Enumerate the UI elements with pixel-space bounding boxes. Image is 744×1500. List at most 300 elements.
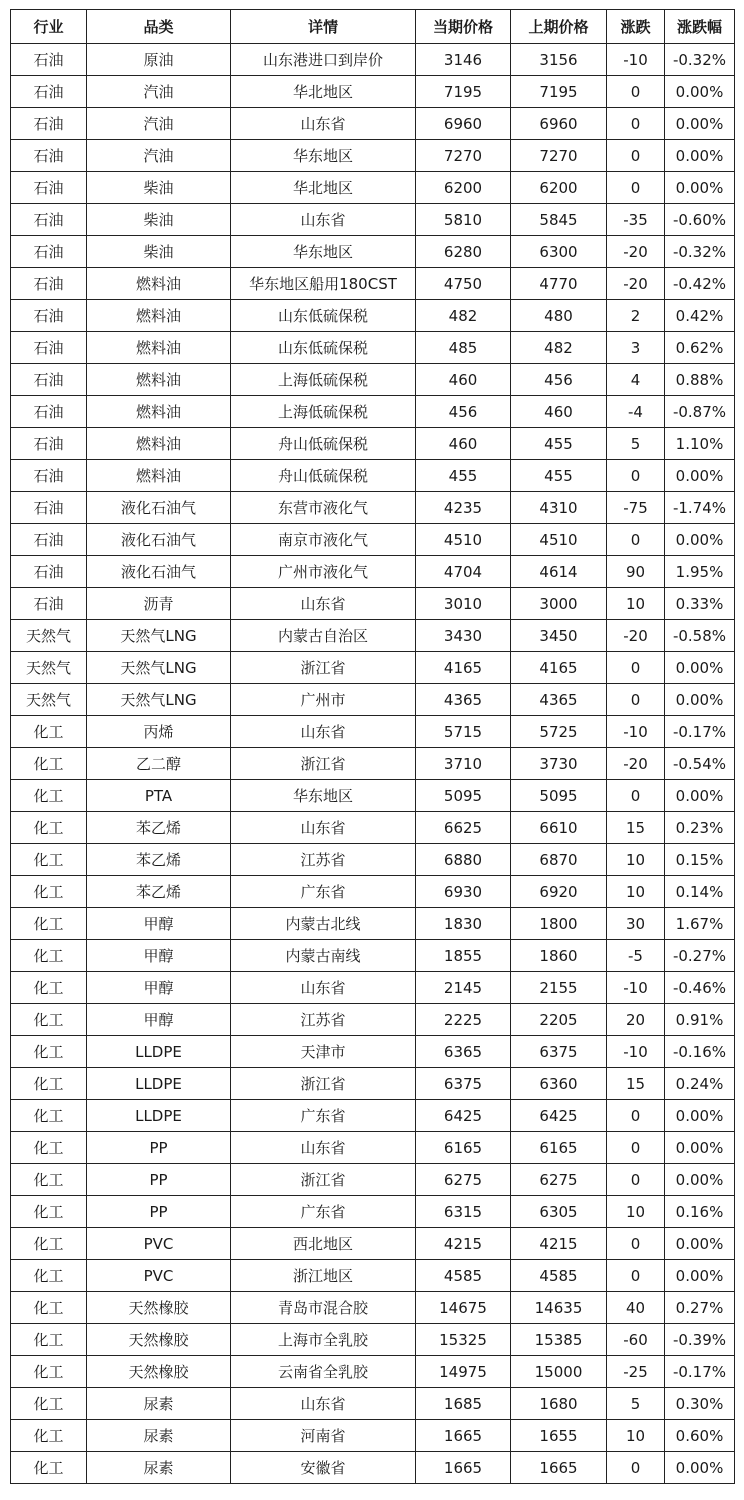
cell-previous-price: 4510	[511, 524, 607, 556]
cell-detail: 山东省	[231, 812, 416, 844]
cell-current-price: 6960	[416, 108, 511, 140]
cell-change: 0	[607, 1100, 665, 1132]
cell-current-price: 5715	[416, 716, 511, 748]
cell-industry: 化工	[11, 1260, 87, 1292]
cell-current-price: 5810	[416, 204, 511, 236]
cell-category: 液化石油气	[87, 556, 231, 588]
cell-change-percent: -0.46%	[665, 972, 735, 1004]
cell-detail: 广州市液化气	[231, 556, 416, 588]
cell-category: 汽油	[87, 108, 231, 140]
table-row	[11, 588, 735, 620]
cell-current-price: 4365	[416, 684, 511, 716]
cell-current-price: 455	[416, 460, 511, 492]
cell-category: PP	[87, 1132, 231, 1164]
cell-current-price: 2225	[416, 1004, 511, 1036]
table-row	[11, 108, 735, 140]
cell-industry: 石油	[11, 204, 87, 236]
cell-current-price: 4750	[416, 268, 511, 300]
cell-change-percent: 0.00%	[665, 1260, 735, 1292]
table-row	[11, 972, 735, 1004]
table-row	[11, 1164, 735, 1196]
cell-change-percent: -0.60%	[665, 204, 735, 236]
cell-industry: 化工	[11, 1452, 87, 1484]
cell-category: 燃料油	[87, 460, 231, 492]
cell-industry: 石油	[11, 588, 87, 620]
cell-detail: 浙江地区	[231, 1260, 416, 1292]
cell-industry: 化工	[11, 908, 87, 940]
table-row	[11, 940, 735, 972]
cell-current-price: 7270	[416, 140, 511, 172]
cell-change: 4	[607, 364, 665, 396]
cell-industry: 化工	[11, 1420, 87, 1452]
cell-current-price: 6930	[416, 876, 511, 908]
cell-detail: 山东省	[231, 972, 416, 1004]
cell-previous-price: 4614	[511, 556, 607, 588]
header-category: 品类	[87, 10, 231, 44]
cell-current-price: 15325	[416, 1324, 511, 1356]
cell-detail: 山东低硫保税	[231, 300, 416, 332]
table-row	[11, 140, 735, 172]
cell-change: 10	[607, 588, 665, 620]
cell-change: 10	[607, 1196, 665, 1228]
cell-previous-price: 5725	[511, 716, 607, 748]
cell-previous-price: 6200	[511, 172, 607, 204]
cell-current-price: 2145	[416, 972, 511, 1004]
table-row	[11, 684, 735, 716]
header-industry: 行业	[11, 10, 87, 44]
cell-change: -4	[607, 396, 665, 428]
cell-category: 苯乙烯	[87, 876, 231, 908]
cell-previous-price: 2205	[511, 1004, 607, 1036]
cell-previous-price: 7195	[511, 76, 607, 108]
cell-change-percent: 0.00%	[665, 1132, 735, 1164]
cell-detail: 山东低硫保税	[231, 332, 416, 364]
table-row	[11, 876, 735, 908]
cell-industry: 化工	[11, 1388, 87, 1420]
cell-change-percent: 0.33%	[665, 588, 735, 620]
cell-change-percent: 1.10%	[665, 428, 735, 460]
cell-current-price: 4165	[416, 652, 511, 684]
cell-industry: 化工	[11, 1036, 87, 1068]
cell-category: 燃料油	[87, 332, 231, 364]
cell-current-price: 482	[416, 300, 511, 332]
cell-current-price: 1830	[416, 908, 511, 940]
cell-detail: 华东地区	[231, 780, 416, 812]
cell-change: 10	[607, 844, 665, 876]
cell-previous-price: 6275	[511, 1164, 607, 1196]
cell-detail: 上海低硫保税	[231, 364, 416, 396]
table-row	[11, 812, 735, 844]
table-header	[11, 10, 735, 44]
cell-previous-price: 6305	[511, 1196, 607, 1228]
cell-industry: 化工	[11, 876, 87, 908]
table-row	[11, 748, 735, 780]
cell-previous-price: 4585	[511, 1260, 607, 1292]
cell-detail: 浙江省	[231, 1164, 416, 1196]
cell-change: 0	[607, 780, 665, 812]
cell-category: 液化石油气	[87, 492, 231, 524]
cell-detail: 山东省	[231, 1388, 416, 1420]
cell-current-price: 4704	[416, 556, 511, 588]
cell-change-percent: -0.17%	[665, 716, 735, 748]
cell-detail: 内蒙古北线	[231, 908, 416, 940]
cell-detail: 浙江省	[231, 1068, 416, 1100]
cell-category: 尿素	[87, 1388, 231, 1420]
cell-detail: 山东省	[231, 1132, 416, 1164]
cell-current-price: 4510	[416, 524, 511, 556]
cell-change-percent: -0.17%	[665, 1356, 735, 1388]
cell-change: 5	[607, 428, 665, 460]
cell-current-price: 1665	[416, 1452, 511, 1484]
cell-industry: 化工	[11, 972, 87, 1004]
cell-category: 甲醇	[87, 1004, 231, 1036]
table-row	[11, 1260, 735, 1292]
table-row	[11, 44, 735, 76]
cell-category: LLDPE	[87, 1068, 231, 1100]
cell-current-price: 3010	[416, 588, 511, 620]
table-row	[11, 1452, 735, 1484]
cell-change: -10	[607, 716, 665, 748]
cell-category: 甲醇	[87, 908, 231, 940]
cell-change-percent: 0.00%	[665, 172, 735, 204]
cell-category: PVC	[87, 1228, 231, 1260]
cell-industry: 化工	[11, 1292, 87, 1324]
cell-change: -60	[607, 1324, 665, 1356]
cell-detail: 浙江省	[231, 748, 416, 780]
cell-detail: 广州市	[231, 684, 416, 716]
cell-current-price: 6375	[416, 1068, 511, 1100]
cell-current-price: 1855	[416, 940, 511, 972]
cell-change: 0	[607, 108, 665, 140]
cell-current-price: 6625	[416, 812, 511, 844]
cell-previous-price: 6300	[511, 236, 607, 268]
cell-current-price: 7195	[416, 76, 511, 108]
table-row	[11, 460, 735, 492]
table-row	[11, 716, 735, 748]
cell-change: -20	[607, 236, 665, 268]
table-row	[11, 76, 735, 108]
cell-industry: 化工	[11, 812, 87, 844]
cell-current-price: 6880	[416, 844, 511, 876]
cell-previous-price: 5095	[511, 780, 607, 812]
cell-current-price: 4585	[416, 1260, 511, 1292]
cell-category: LLDPE	[87, 1036, 231, 1068]
cell-change-percent: 0.91%	[665, 1004, 735, 1036]
cell-previous-price: 5845	[511, 204, 607, 236]
cell-change-percent: 0.30%	[665, 1388, 735, 1420]
table-row	[11, 1292, 735, 1324]
cell-current-price: 14975	[416, 1356, 511, 1388]
cell-detail: 内蒙古南线	[231, 940, 416, 972]
cell-previous-price: 3450	[511, 620, 607, 652]
cell-detail: 内蒙古自治区	[231, 620, 416, 652]
cell-change-percent: 0.16%	[665, 1196, 735, 1228]
cell-previous-price: 6165	[511, 1132, 607, 1164]
cell-change-percent: 0.60%	[665, 1420, 735, 1452]
table-body	[11, 44, 735, 1484]
cell-previous-price: 1665	[511, 1452, 607, 1484]
cell-industry: 石油	[11, 396, 87, 428]
cell-change: 0	[607, 524, 665, 556]
cell-previous-price: 455	[511, 428, 607, 460]
table-row	[11, 1068, 735, 1100]
cell-detail: 上海市全乳胶	[231, 1324, 416, 1356]
cell-industry: 化工	[11, 1132, 87, 1164]
cell-change: -20	[607, 268, 665, 300]
cell-category: 天然橡胶	[87, 1356, 231, 1388]
cell-category: 苯乙烯	[87, 844, 231, 876]
cell-detail: 青岛市混合胶	[231, 1292, 416, 1324]
cell-change-percent: -0.27%	[665, 940, 735, 972]
cell-detail: 华北地区	[231, 172, 416, 204]
cell-change-percent: 0.23%	[665, 812, 735, 844]
cell-change-percent: 0.88%	[665, 364, 735, 396]
table-row	[11, 524, 735, 556]
cell-detail: 安徽省	[231, 1452, 416, 1484]
cell-category: 甲醇	[87, 972, 231, 1004]
cell-change: 0	[607, 140, 665, 172]
table-row	[11, 236, 735, 268]
cell-change-percent: 0.62%	[665, 332, 735, 364]
cell-change: 20	[607, 1004, 665, 1036]
cell-change-percent: 0.00%	[665, 140, 735, 172]
header-change: 涨跌	[607, 10, 665, 44]
cell-industry: 石油	[11, 172, 87, 204]
cell-previous-price: 2155	[511, 972, 607, 1004]
cell-detail: 山东港进口到岸价	[231, 44, 416, 76]
cell-current-price: 14675	[416, 1292, 511, 1324]
cell-industry: 化工	[11, 1196, 87, 1228]
cell-change: 0	[607, 1260, 665, 1292]
table-row	[11, 780, 735, 812]
cell-detail: 山东省	[231, 108, 416, 140]
table-row	[11, 1004, 735, 1036]
cell-current-price: 6425	[416, 1100, 511, 1132]
cell-change-percent: -0.58%	[665, 620, 735, 652]
cell-detail: 华东地区	[231, 236, 416, 268]
cell-change: 0	[607, 460, 665, 492]
cell-category: 天然气LNG	[87, 620, 231, 652]
cell-change: 30	[607, 908, 665, 940]
cell-industry: 石油	[11, 428, 87, 460]
table-row	[11, 1356, 735, 1388]
cell-industry: 化工	[11, 1356, 87, 1388]
table-row	[11, 844, 735, 876]
cell-industry: 天然气	[11, 620, 87, 652]
cell-change-percent: -0.16%	[665, 1036, 735, 1068]
cell-detail: 山东省	[231, 204, 416, 236]
cell-change-percent: 0.15%	[665, 844, 735, 876]
cell-previous-price: 15385	[511, 1324, 607, 1356]
cell-change: -20	[607, 748, 665, 780]
cell-change: 10	[607, 1420, 665, 1452]
cell-category: 燃料油	[87, 364, 231, 396]
cell-change-percent: 0.00%	[665, 76, 735, 108]
cell-previous-price: 7270	[511, 140, 607, 172]
cell-previous-price: 3156	[511, 44, 607, 76]
table-row	[11, 652, 735, 684]
cell-industry: 化工	[11, 940, 87, 972]
cell-category: 天然气LNG	[87, 684, 231, 716]
cell-previous-price: 6375	[511, 1036, 607, 1068]
cell-change: -25	[607, 1356, 665, 1388]
cell-previous-price: 456	[511, 364, 607, 396]
cell-previous-price: 6360	[511, 1068, 607, 1100]
table-row	[11, 1324, 735, 1356]
cell-change-percent: 0.00%	[665, 1100, 735, 1132]
cell-category: PTA	[87, 780, 231, 812]
cell-change-percent: -0.42%	[665, 268, 735, 300]
table-row	[11, 1420, 735, 1452]
table-row	[11, 204, 735, 236]
cell-previous-price: 6870	[511, 844, 607, 876]
cell-category: 汽油	[87, 76, 231, 108]
cell-current-price: 4235	[416, 492, 511, 524]
table-row	[11, 556, 735, 588]
cell-change: 90	[607, 556, 665, 588]
cell-detail: 舟山低硫保税	[231, 460, 416, 492]
cell-category: 天然橡胶	[87, 1324, 231, 1356]
cell-change: 2	[607, 300, 665, 332]
cell-change-percent: 1.95%	[665, 556, 735, 588]
cell-industry: 化工	[11, 1004, 87, 1036]
cell-industry: 化工	[11, 1228, 87, 1260]
cell-previous-price: 1800	[511, 908, 607, 940]
cell-category: PP	[87, 1164, 231, 1196]
cell-change: 0	[607, 1164, 665, 1196]
cell-detail: 山东省	[231, 588, 416, 620]
cell-current-price: 3710	[416, 748, 511, 780]
cell-change-percent: -0.87%	[665, 396, 735, 428]
cell-change-percent: 0.00%	[665, 652, 735, 684]
cell-change: -10	[607, 972, 665, 1004]
cell-change-percent: 0.14%	[665, 876, 735, 908]
cell-change-percent: 0.00%	[665, 108, 735, 140]
cell-change: 0	[607, 1452, 665, 1484]
cell-category: 原油	[87, 44, 231, 76]
cell-change-percent: -1.74%	[665, 492, 735, 524]
cell-category: 苯乙烯	[87, 812, 231, 844]
cell-previous-price: 1680	[511, 1388, 607, 1420]
table-row	[11, 1132, 735, 1164]
cell-change: 0	[607, 1132, 665, 1164]
cell-change: 15	[607, 812, 665, 844]
cell-change-percent: 0.00%	[665, 1452, 735, 1484]
cell-current-price: 6165	[416, 1132, 511, 1164]
table-row	[11, 1228, 735, 1260]
table-row	[11, 908, 735, 940]
cell-change-percent: 0.00%	[665, 780, 735, 812]
table-row	[11, 364, 735, 396]
header-change-percent: 涨跌幅	[665, 10, 735, 44]
cell-current-price: 456	[416, 396, 511, 428]
cell-detail: 上海低硫保税	[231, 396, 416, 428]
cell-previous-price: 482	[511, 332, 607, 364]
cell-industry: 化工	[11, 1068, 87, 1100]
cell-current-price: 460	[416, 364, 511, 396]
cell-current-price: 6315	[416, 1196, 511, 1228]
cell-current-price: 5095	[416, 780, 511, 812]
cell-detail: 山东省	[231, 716, 416, 748]
cell-previous-price: 14635	[511, 1292, 607, 1324]
cell-previous-price: 4215	[511, 1228, 607, 1260]
cell-industry: 化工	[11, 1324, 87, 1356]
table-row	[11, 492, 735, 524]
cell-current-price: 6365	[416, 1036, 511, 1068]
cell-industry: 化工	[11, 1100, 87, 1132]
cell-industry: 石油	[11, 108, 87, 140]
cell-change-percent: -0.54%	[665, 748, 735, 780]
cell-change-percent: 0.42%	[665, 300, 735, 332]
cell-detail: 江苏省	[231, 844, 416, 876]
cell-detail: 广东省	[231, 1196, 416, 1228]
cell-industry: 化工	[11, 1164, 87, 1196]
cell-industry: 石油	[11, 76, 87, 108]
cell-change: 0	[607, 172, 665, 204]
cell-previous-price: 4165	[511, 652, 607, 684]
cell-current-price: 3430	[416, 620, 511, 652]
cell-change: -75	[607, 492, 665, 524]
commodity-price-table	[10, 9, 735, 1484]
header-detail: 详情	[231, 10, 416, 44]
cell-change-percent: -0.39%	[665, 1324, 735, 1356]
cell-category: LLDPE	[87, 1100, 231, 1132]
cell-category: 燃料油	[87, 396, 231, 428]
cell-change-percent: 1.67%	[665, 908, 735, 940]
cell-previous-price: 6920	[511, 876, 607, 908]
header-current-price: 当期价格	[416, 10, 511, 44]
cell-current-price: 6280	[416, 236, 511, 268]
cell-industry: 石油	[11, 236, 87, 268]
cell-change-percent: 0.00%	[665, 1228, 735, 1260]
cell-change-percent: 0.00%	[665, 460, 735, 492]
cell-industry: 化工	[11, 780, 87, 812]
cell-detail: 舟山低硫保税	[231, 428, 416, 460]
cell-detail: 广东省	[231, 1100, 416, 1132]
cell-category: 汽油	[87, 140, 231, 172]
cell-change: 0	[607, 1228, 665, 1260]
cell-change-percent: 0.27%	[665, 1292, 735, 1324]
cell-category: PP	[87, 1196, 231, 1228]
cell-change: 0	[607, 652, 665, 684]
cell-detail: 浙江省	[231, 652, 416, 684]
cell-detail: 天津市	[231, 1036, 416, 1068]
cell-industry: 石油	[11, 44, 87, 76]
cell-previous-price: 4310	[511, 492, 607, 524]
cell-detail: 广东省	[231, 876, 416, 908]
cell-current-price: 4215	[416, 1228, 511, 1260]
cell-change: -10	[607, 44, 665, 76]
cell-category: 乙二醇	[87, 748, 231, 780]
cell-previous-price: 4770	[511, 268, 607, 300]
table-row	[11, 172, 735, 204]
cell-category: 尿素	[87, 1452, 231, 1484]
cell-detail: 华北地区	[231, 76, 416, 108]
cell-current-price: 6200	[416, 172, 511, 204]
cell-change: 3	[607, 332, 665, 364]
header-previous-price: 上期价格	[511, 10, 607, 44]
cell-detail: 西北地区	[231, 1228, 416, 1260]
cell-previous-price: 6425	[511, 1100, 607, 1132]
cell-category: 丙烯	[87, 716, 231, 748]
cell-change-percent: 0.00%	[665, 684, 735, 716]
cell-change-percent: 0.24%	[665, 1068, 735, 1100]
cell-category: PVC	[87, 1260, 231, 1292]
cell-previous-price: 1860	[511, 940, 607, 972]
cell-change: 40	[607, 1292, 665, 1324]
table-row	[11, 1388, 735, 1420]
cell-previous-price: 3730	[511, 748, 607, 780]
